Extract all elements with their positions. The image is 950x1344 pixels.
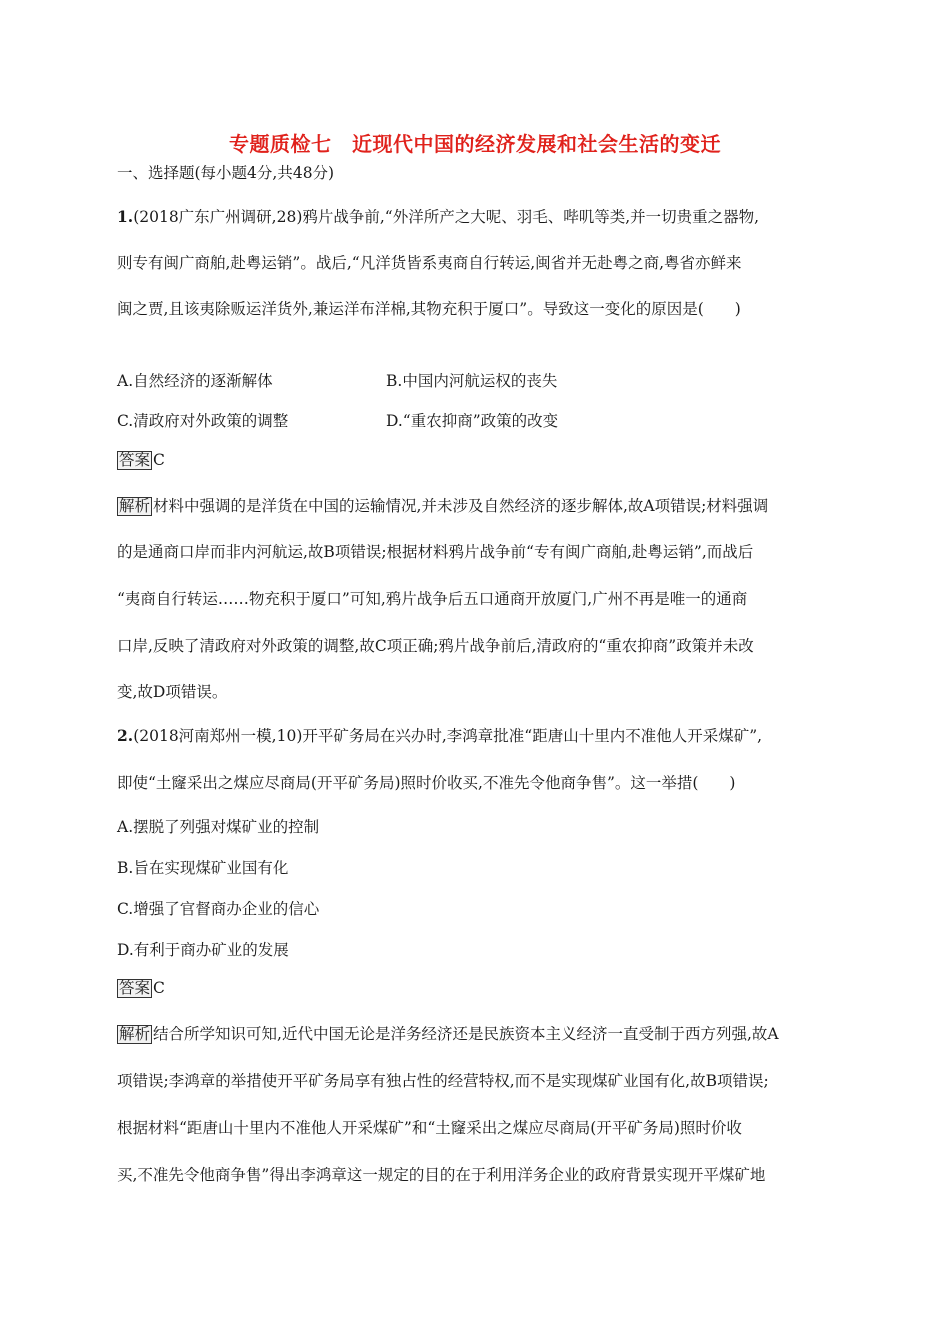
question-1-line-3: 闽之贾,且该夷除贩运洋货外,兼运洋布洋棉,其物充积于厦口”。导致这一变化的原因是( ) xyxy=(117,300,741,318)
question-1-analysis-line-5: 变,故D项错误。 xyxy=(117,683,228,701)
question-1-option-a: A.自然经济的逐渐解体 xyxy=(117,372,273,390)
answer-tag: 答案 xyxy=(119,979,151,997)
question-1-answer xyxy=(117,451,165,470)
question-2-analysis-line-2: 项错误;李鸿章的举措使开平矿务局享有独占性的经营特权,而不是实现煤矿业国有化,故B项错误; xyxy=(117,1072,769,1090)
question-2-number: 2. xyxy=(117,726,134,745)
question-2-option-b: B.旨在实现煤矿业国有化 xyxy=(117,859,289,877)
analysis-tag: 解析 xyxy=(119,1025,151,1043)
question-1-analysis-line-4: 口岸,反映了清政府对外政策的调整,故C项正确;鸦片战争前后,清政府的“重农抑商”政策并未改 xyxy=(117,637,754,655)
question-2-answer-value: C xyxy=(153,979,165,997)
question-2-analysis-line-3: 根据材料“距唐山十里内不准他人开采煤矿”和“土窿采出之煤应尽商局(开平矿务局)照时价收 xyxy=(117,1119,742,1137)
question-1-option-d: D.“重农抑商”政策的改变 xyxy=(386,412,559,430)
question-1-text-1: (2018广东广州调研,28)鸦片战争前,“外洋所产之大呢、羽毛、哔叽等类,并一切贵重之器物, xyxy=(133,208,760,226)
question-2-analysis-text-1: 结合所学知识可知,近代中国无论是洋务经济还是民族资本主义经济一直受制于西方列强,故A xyxy=(153,1025,779,1043)
question-2-text-1: (2018河南郑州一模,10)开平矿务局在兴办时,李鸿章批准“距唐山十里内不准他人开采煤矿”, xyxy=(133,727,763,745)
question-1-analysis-text-1: 材料中强调的是洋货在中国的运输情况,并未涉及自然经济的逐步解体,故A项错误;材料强调 xyxy=(153,497,769,515)
question-1-line-1 xyxy=(117,205,759,227)
page-title: 专题质检七 近现代中国的经济发展和社会生活的变迁 xyxy=(229,132,721,156)
question-2-option-d: D.有利于商办矿业的发展 xyxy=(117,941,289,959)
question-2-option-c: C.增强了官督商办企业的信心 xyxy=(117,900,320,918)
question-2-line-2: 即使“土窿采出之煤应尽商局(开平矿务局)照时价收买,不准先令他商争售”。这一举措( ) xyxy=(117,774,736,792)
question-2-line-1 xyxy=(117,724,762,746)
question-1-number: 1. xyxy=(117,207,134,226)
question-1-answer-value: C xyxy=(153,451,165,469)
question-1-line-2: 则专有闽广商舶,赴粤运销”。战后,“凡洋货皆系夷商自行转运,闽省并无赴粤之商,粤省亦鲜来 xyxy=(117,254,742,272)
question-2-option-a: A.摆脱了列强对煤矿业的控制 xyxy=(117,818,320,836)
question-1-analysis-line-2: 的是通商口岸而非内河航运,故B项错误;根据材料鸦片战争前“专有闽广商舶,赴粤运销”,而战后 xyxy=(117,543,754,561)
question-1-analysis-line-1 xyxy=(117,494,768,516)
analysis-tag: 解析 xyxy=(119,497,151,515)
answer-tag: 答案 xyxy=(119,451,151,469)
question-2-analysis-line-4: 买,不准先令他商争售”得出李鸿章这一规定的目的在于利用洋务企业的政府背景实现开平煤矿地 xyxy=(117,1166,766,1184)
question-1-analysis-line-3: “夷商自行转运……物充积于厦口”可知,鸦片战争后五口通商开放厦门,广州不再是唯一的通商 xyxy=(117,590,748,608)
question-2-analysis-line-1 xyxy=(117,1022,779,1044)
question-2-answer xyxy=(117,979,165,998)
question-1-option-b: B.中国内河航运权的丧失 xyxy=(386,372,558,390)
question-1-option-c: C.清政府对外政策的调整 xyxy=(117,412,289,430)
section-heading: 一、选择题(每小题4分,共48分) xyxy=(117,164,335,182)
